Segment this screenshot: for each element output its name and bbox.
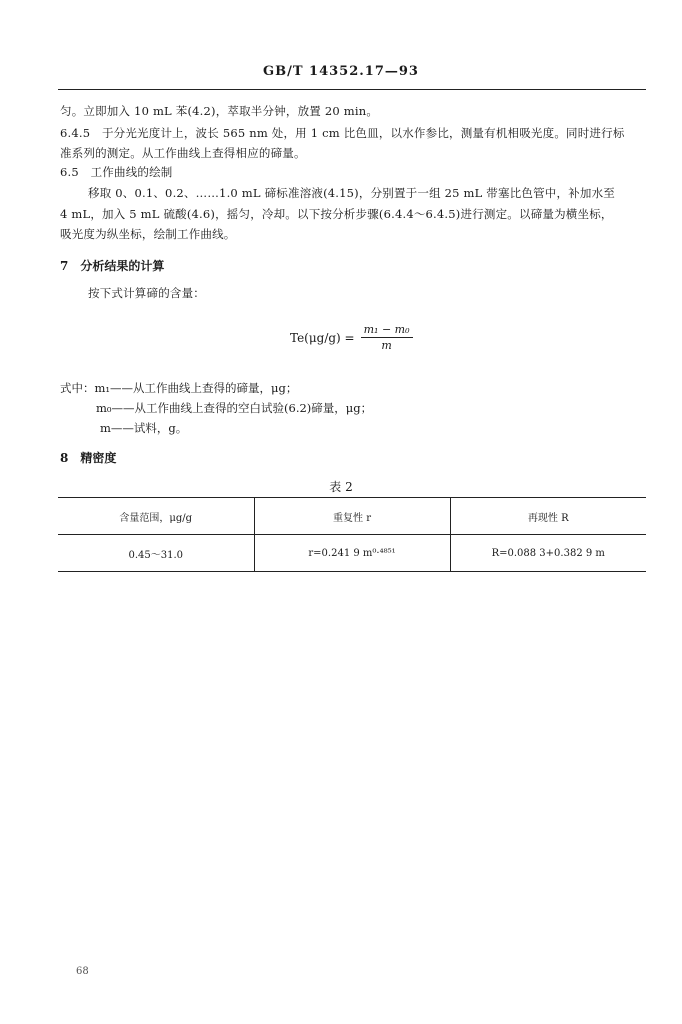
paragraph-line: 吸光度为纵坐标，绘制工作曲线。 — [60, 227, 236, 241]
header-rule — [58, 89, 646, 90]
formula-denominator: m — [381, 339, 392, 352]
table-header-row — [58, 498, 646, 535]
paragraph-line: 准系列的测定。从工作曲线上查得相应的碲量。 — [60, 146, 306, 160]
variable-definition: 式中：m₁——从工作曲线上查得的碲量，μg； — [60, 381, 298, 395]
paragraph-line: 移取 0、0.1、0.2、……1.0 mL 碲标准溶液(4.15)，分别置于一组 25 mL 带塞比色管中，补加水至 — [88, 186, 616, 200]
subsection-heading-6-5: 6.5 工作曲线的绘制 — [60, 165, 173, 179]
section-heading-7: 7 分析结果的计算 — [60, 259, 165, 273]
paragraph-line: 4 mL，加入 5 mL 硫酸(4.6)，摇匀，冷却。以下按分析步骤(6.4.4～6.4.5)进行测定。以碲量为横坐标， — [60, 207, 613, 221]
table-cell: R=0.088 3+0.382 9 m — [450, 535, 646, 572]
table-cell: 0.45～31.0 — [58, 535, 254, 572]
paragraph-line: 6.4.5 于分光光度计上，波长 565 nm 处，用 1 cm 比色皿，以水作参比，测量有机相吸光度。同时进行标 — [60, 126, 625, 140]
formula-numerator: m₁ − m₀ — [361, 323, 413, 338]
column-header: 重复性 r — [254, 498, 450, 535]
table-row — [58, 535, 646, 572]
table-title: 表 2 — [329, 480, 353, 494]
formula-lhs: Te(μg/g) = — [290, 330, 355, 345]
paragraph-line: 匀。立即加入 10 mL 苯(4.2)，萃取半分钟，放置 20 min。 — [60, 104, 379, 118]
formula — [290, 323, 413, 352]
page-header: GB/T 14352.17—93 — [263, 64, 419, 79]
column-header: 含量范围，μg/g — [58, 498, 254, 535]
variable-definition: m——试料，g。 — [100, 421, 188, 435]
column-header: 再现性 R — [450, 498, 646, 535]
table-cell: r=0.241 9 m⁰·⁴⁸⁵¹ — [254, 535, 450, 572]
precision-table — [58, 497, 646, 572]
formula-fraction — [361, 323, 413, 352]
page-number: 68 — [76, 966, 89, 977]
section-heading-8: 8 精密度 — [60, 451, 117, 465]
formula-intro: 按下式计算碲的含量： — [88, 286, 205, 300]
variable-definition: m₀——从工作曲线上查得的空白试验(6.2)碲量，μg； — [96, 401, 373, 415]
